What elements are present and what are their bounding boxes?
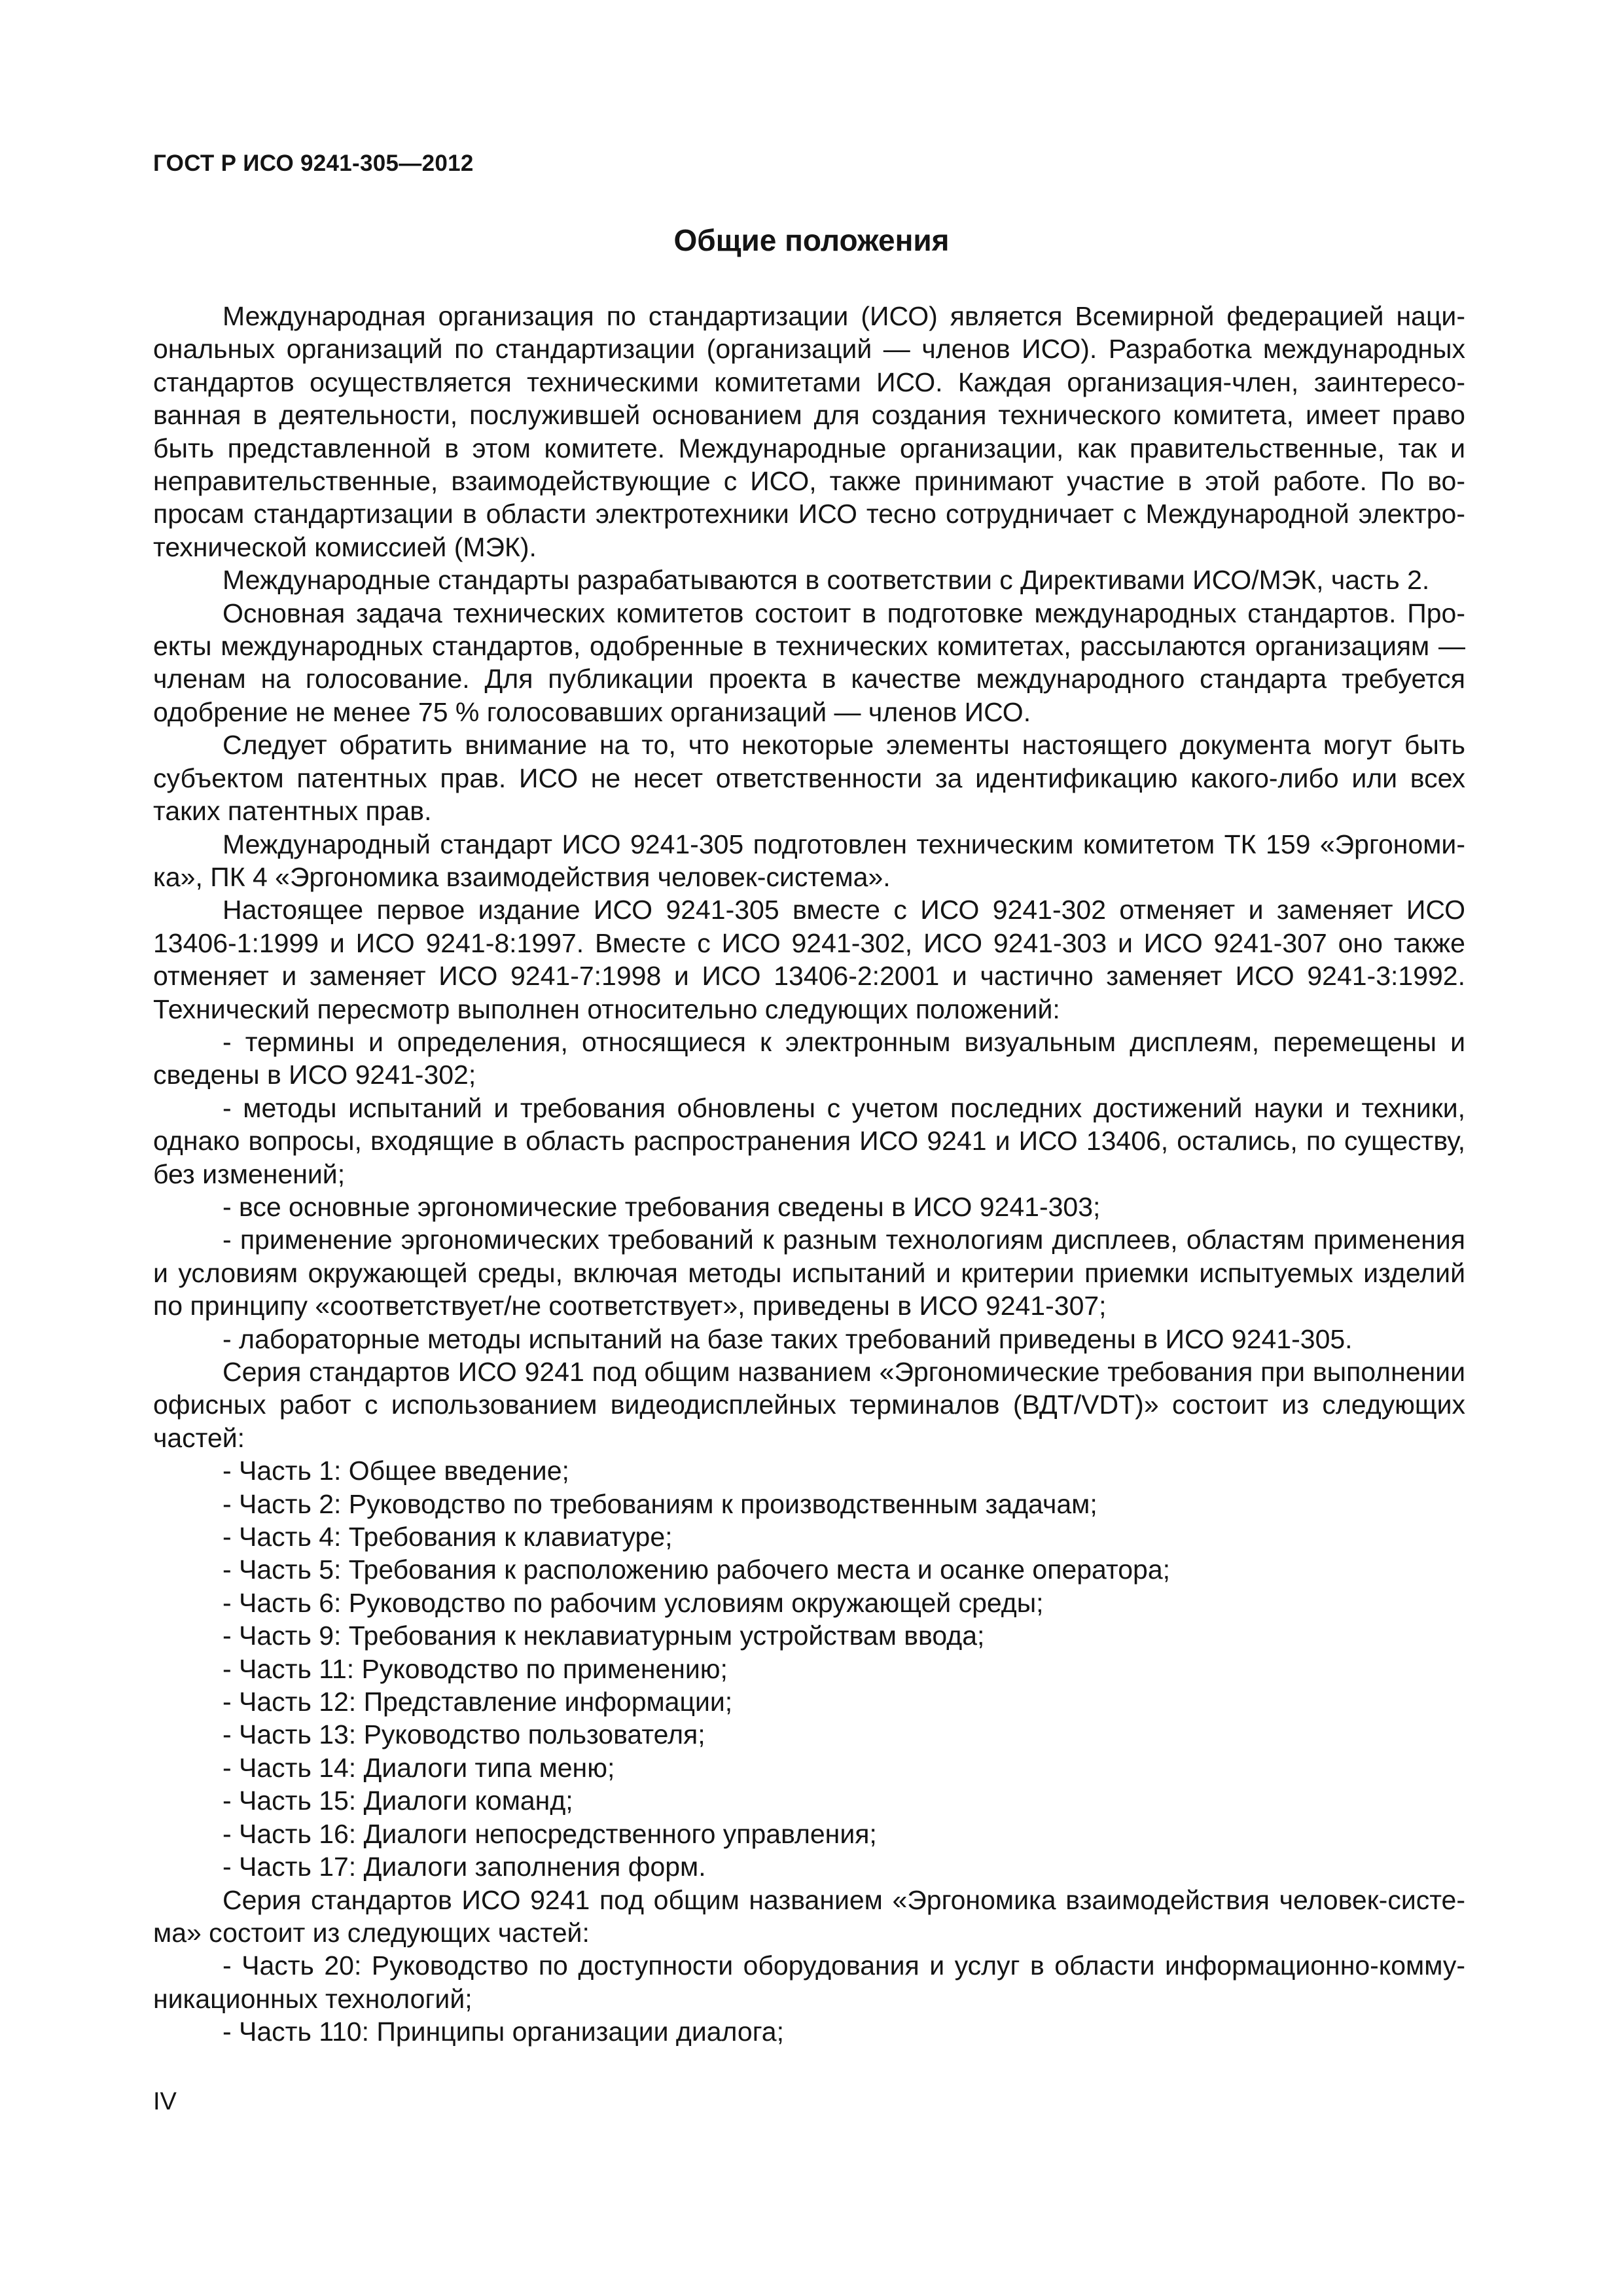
paragraph: Серия стандартов ИСО 9241 под общим названием «Эргономические требования при выполнении офисных работ с использованием видеодисплейных терминалов (ВДТ/VDT)» состоит из следующих частей:	[153, 1357, 1465, 1453]
list-item: - Часть 6: Руководство по рабочим условиям окружающей среды;	[223, 1587, 1044, 1618]
list-item: - лабораторные методы испытаний на базе таких требований приведены в ИСО 9241-305.	[223, 1323, 1353, 1354]
page-number: IV	[153, 2088, 177, 2115]
paragraph: Следует обратить внимание на то, что некоторые элементы настоящего документа могут быть субъектом патентных прав. ИСО не несет ответственности за идентификацию какого-либо или всех таких патентных прав.	[153, 730, 1465, 827]
list-item: - Часть 110: Принципы организации диалога;	[223, 2017, 784, 2047]
list-item: - Часть 9: Требования к неклавиатурным устройствам ввода;	[223, 1621, 985, 1651]
paragraph: Международная организация по стандартизации (ИСО) является Всемирной федерацией национальных организаций по стандартизации (организаций — членов ИСО). Разработка международных стандартов осуществляется техническими комитетами ИСО. Каждая организация-член, заинтересованная в деятельности, послужившей основанием для создания технического комитета, имеет право быть представленной в этом комитете. Международные организации, как правительственные, так и неправительственные, взаимодействующие с ИСО, также принимают участие в этой работе. По вопросам стандартизации в области электротехники ИСО тесно сотрудничает с Международной электротехнической комиссией (МЭК).	[153, 301, 1465, 562]
list-item: - применение эргономических требований к разным технологиям дисплеев, областям применения и условиям окружающей среды, включая методы испытаний и критерии приемки испытуемых изделий по принципу «соответствует/не соответствует», приведены в ИСО 9241-307;	[153, 1225, 1465, 1321]
list-item: - методы испытаний и требования обновлены с учетом последних достижений науки и техники, однако вопросы, входящие в область распространения ИСО 9241 и ИСО 13406, остались, по существу, без изменений;	[153, 1092, 1465, 1189]
paragraph: Международный стандарт ИСО 9241-305 подготовлен техническим комитетом ТК 159 «Эргономика», ПК 4 «Эргономика взаимодействия человек-система».	[153, 829, 1465, 892]
list-item: - Часть 15: Диалоги команд;	[223, 1785, 573, 1816]
list-item: - Часть 12: Представление информации;	[223, 1687, 733, 1717]
list-item: - Часть 13: Руководство пользователя;	[223, 1719, 705, 1750]
body-text	[153, 300, 1465, 2049]
list-item: - Часть 1: Общее введение;	[223, 1456, 569, 1486]
section-title: Общие положения	[673, 223, 950, 257]
list-item: - все основные эргономические требования сведены в ИСО 9241-303;	[223, 1191, 1101, 1222]
list-item: - Часть 17: Диалоги заполнения форм.	[223, 1852, 706, 1882]
list-item: - Часть 4: Требования к клавиатуре;	[223, 1522, 673, 1552]
list-item: - термины и определения, относящиеся к электронным визуальным дисплеям, перемещены и сведены в ИСО 9241-302;	[153, 1026, 1465, 1090]
paragraph: Серия стандартов ИСО 9241 под общим названием «Эргономика взаимодействия человек-система» состоит из следующих частей:	[153, 1884, 1465, 1948]
document-code: ГОСТ Р ИСО 9241-305—2012	[153, 151, 474, 176]
list-item: - Часть 2: Руководство по требованиям к производственным задачам;	[223, 1488, 1097, 1519]
paragraph: Настоящее первое издание ИСО 9241-305 вместе с ИСО 9241-302 отменяет и заменяет ИСО 13406-1:1999 и ИСО 9241-8:1997. Вместе с ИСО 9241-302, ИСО 9241-303 и ИСО 9241-307 оно также отменяет и заменяет ИСО 9241-7:1998 и ИСО 13406-2:2001 и частично заменяет ИСО 9241-3:1992. Технический пересмотр выполнен относительно следующих положений:	[153, 895, 1465, 1024]
paragraph: Международные стандарты разрабатываются в соответствии с Директивами ИСО/МЭК, часть 2.	[223, 565, 1430, 596]
list-item: - Часть 20: Руководство по доступности оборудования и услуг в области информационно-коммуникационных технологий;	[153, 1950, 1465, 2014]
paragraph: Основная задача технических комитетов состоит в подготовке международных стандартов. Проекты международных стандартов, одобренные в технических комитетах, рассылаются организациям — членам на голосование. Для публикации проекта в качестве международного стандарта требуется одобрение не менее 75 % голосовавших организаций — членов ИСО.	[153, 598, 1465, 727]
list-item: - Часть 14: Диалоги типа меню;	[223, 1752, 615, 1783]
list-item: - Часть 16: Диалоги непосредственного управления;	[223, 1818, 877, 1849]
list-item: - Часть 5: Требования к расположению рабочего места и осанке оператора;	[223, 1554, 1171, 1585]
list-item: - Часть 11: Руководство по применению;	[223, 1653, 728, 1684]
